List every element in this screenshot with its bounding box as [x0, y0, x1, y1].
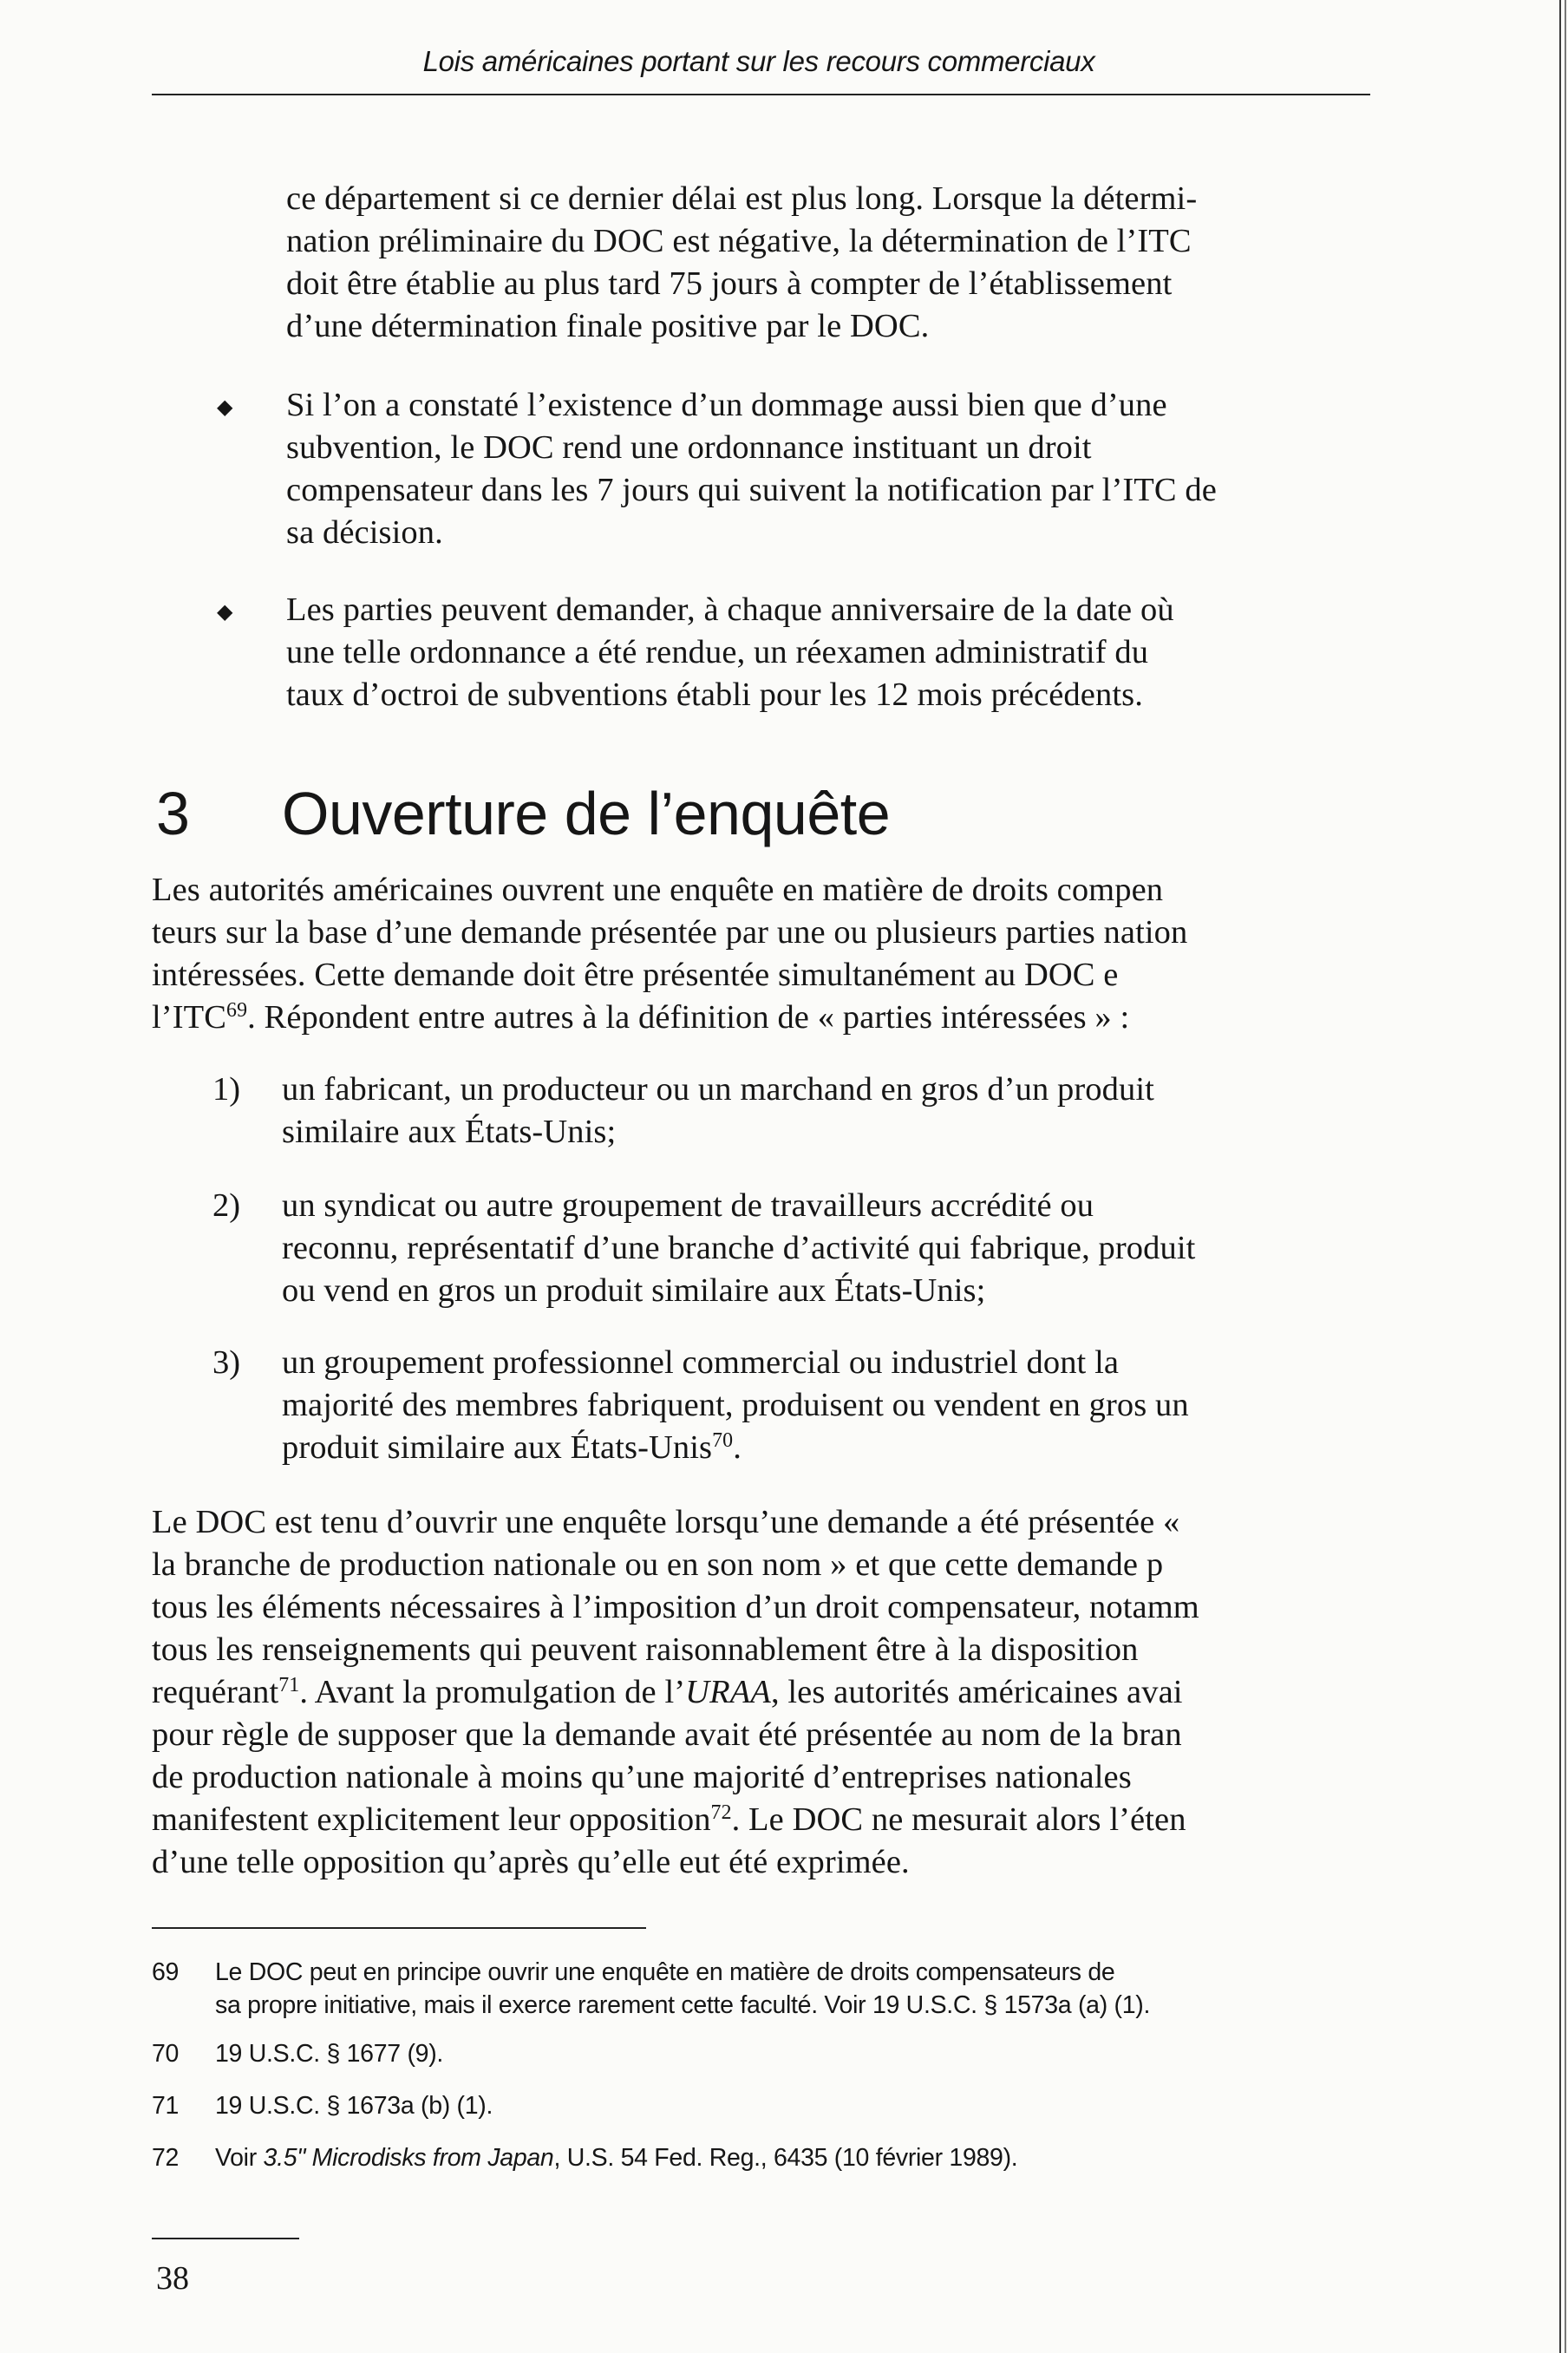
section-title: Ouverture de l’enquête — [282, 780, 891, 847]
section-number: 3 — [156, 780, 190, 847]
enum-number: 3) — [212, 1344, 241, 1381]
text-line: Si l’on a constaté l’existence d’un dommage aussi bien que d’une — [286, 387, 1167, 423]
text-fragment: . Répondent entre autres à la définition de « parties intéressées » : — [247, 999, 1130, 1036]
footnote-number: 72 — [152, 2144, 180, 2172]
enum-number: 2) — [212, 1187, 241, 1224]
diamond-bullet-icon: ◆ — [217, 601, 233, 624]
text-fragment: l’ITC — [152, 999, 227, 1036]
footnote-rule — [152, 1927, 646, 1929]
text-line: Les parties peuvent demander, à chaque anniversaire de la date où — [286, 592, 1174, 628]
text-line: majorité des membres fabriquent, produisent ou vendent en gros un — [282, 1387, 1189, 1423]
text-fragment: produit similaire aux États-Unis — [282, 1429, 713, 1466]
text-line: taux d’octroi de subventions établi pour les 12 mois précédents. — [286, 676, 1143, 713]
page-number-rule — [152, 2238, 299, 2239]
text-line: une telle ordonnance a été rendue, un réexamen administratif du — [286, 634, 1149, 670]
text-fragment: requérant — [152, 1674, 279, 1710]
diamond-bullet-icon: ◆ — [217, 396, 233, 419]
footnote-number: 69 — [152, 1958, 180, 1986]
footnote-number: 70 — [152, 2040, 180, 2068]
text-line: pour règle de supposer que la demande avait été présentée au nom de la bran — [152, 1716, 1182, 1753]
text-line — [282, 1427, 742, 1468]
text-line: d’une détermination finale positive par le DOC. — [286, 308, 930, 344]
running-header: Lois américaines portant sur les recours commerciaux — [422, 45, 1095, 77]
text-line: d’une telle opposition qu’après qu’elle eut été exprimée. — [152, 1844, 910, 1880]
text-line: compensateur dans les 7 jours qui suivent la notification par l’ITC de — [286, 472, 1217, 508]
page-number: 38 — [156, 2260, 189, 2297]
text-fragment: . Avant la promulgation de l’ — [299, 1674, 686, 1710]
header-rule — [152, 94, 1370, 95]
text-line: tous les renseignements qui peuvent raisonnablement être à la disposition — [152, 1631, 1139, 1668]
text-line: similaire aux États-Unis; — [282, 1114, 617, 1150]
italic-title: 3.5" Microdisks from Japan — [263, 2144, 554, 2172]
text-fragment: manifestent explicitement leur opposition — [152, 1801, 711, 1838]
text-line: subvention, le DOC rend une ordonnance instituant un droit — [286, 429, 1092, 466]
text-line: de production nationale à moins qu’une majorité d’entreprises nationales — [152, 1759, 1132, 1795]
text-fragment: Voir — [215, 2144, 264, 2172]
text-line: la branche de production nationale ou en son nom » et que cette demande p — [152, 1546, 1164, 1583]
text-line: tous les éléments nécessaires à l’imposition d’un droit compensateur, notamm — [152, 1589, 1199, 1625]
footnote-ref-69: 69 — [226, 998, 248, 1022]
text-line — [152, 997, 1129, 1038]
text-line: Les autorités américaines ouvrent une enquête en matière de droits compen — [152, 872, 1164, 908]
text-fragment: . Le DOC ne mesurait alors l’éten — [731, 1801, 1186, 1838]
text-fragment: , les autorités américaines avai — [770, 1674, 1183, 1710]
footnote-line: Le DOC peut en principe ouvrir une enquête en matière de droits compensateurs de — [215, 1958, 1115, 1986]
footnote-ref-70: 70 — [712, 1428, 734, 1452]
italic-term: URAA — [685, 1674, 771, 1710]
text-line: teurs sur la base d’une demande présentée par une ou plusieurs parties nation — [152, 914, 1188, 951]
text-line — [152, 1671, 1183, 1713]
footnote-line: 19 U.S.C. § 1673a (b) (1). — [215, 2092, 493, 2120]
footnote-ref-72: 72 — [710, 1801, 732, 1824]
text-line: ou vend en gros un produit similaire aux États-Unis; — [282, 1272, 986, 1309]
text-line: ce département si ce dernier délai est plus long. Lorsque la détermi- — [286, 180, 1198, 217]
text-line: un fabricant, un producteur ou un marchand en gros d’un produit — [282, 1071, 1154, 1108]
scan-edge-line — [1559, 0, 1561, 2353]
footnote-line: sa propre initiative, mais il exerce rarement cette faculté. Voir 19 U.S.C. § 1573a (a) (1). — [215, 1991, 1151, 2019]
footnote-line: 19 U.S.C. § 1677 (9). — [215, 2040, 444, 2068]
text-line: reconnu, représentatif d’une branche d’activité qui fabrique, produit — [282, 1230, 1196, 1266]
text-line: un groupement professionnel commercial ou industriel dont la — [282, 1344, 1120, 1381]
text-line: intéressées. Cette demande doit être présentée simultanément au DOC e — [152, 957, 1119, 993]
footnote-line — [215, 2142, 1017, 2173]
text-line: sa décision. — [286, 514, 443, 551]
scan-edge-line — [1565, 0, 1566, 2353]
text-line — [152, 1799, 1186, 1840]
footnote-number: 71 — [152, 2092, 180, 2120]
footnote-ref-71: 71 — [278, 1673, 300, 1696]
text-fragment: , U.S. 54 Fed. Reg., 6435 (10 février 1989). — [553, 2144, 1018, 2172]
text-fragment: . — [733, 1429, 742, 1466]
text-line: doit être établie au plus tard 75 jours à compter de l’établissement — [286, 265, 1173, 302]
text-line: nation préliminaire du DOC est négative, la détermination de l’ITC — [286, 223, 1192, 259]
text-line: Le DOC est tenu d’ouvrir une enquête lorsqu’une demande a été présentée « — [152, 1504, 1180, 1540]
enum-number: 1) — [212, 1071, 241, 1108]
text-line: un syndicat ou autre groupement de travailleurs accrédité ou — [282, 1187, 1094, 1224]
